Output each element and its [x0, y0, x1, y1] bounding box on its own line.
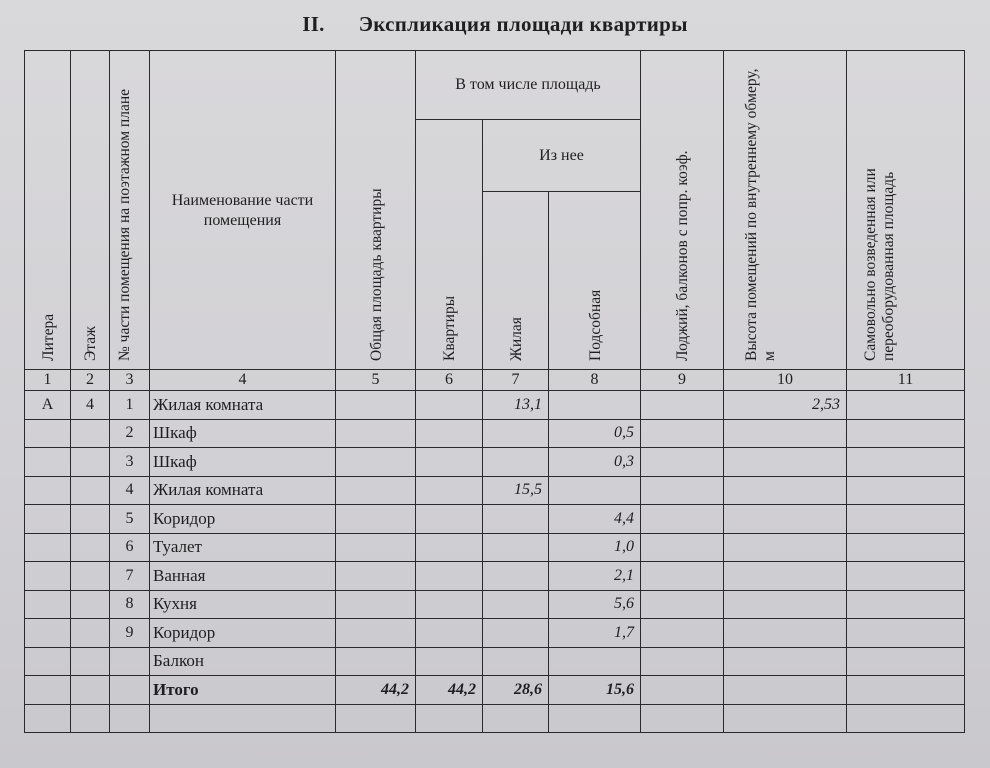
cell-etazh: [71, 562, 110, 591]
column-number: 4: [150, 370, 336, 391]
cell-name: Жилая комната: [150, 391, 336, 420]
cell-name: Шкаф: [150, 419, 336, 448]
cell-c8: 0,5: [549, 419, 641, 448]
cell-c10: [724, 419, 847, 448]
header-loggia: Лоджий, балконов с попр. коэф.: [641, 51, 724, 370]
cell-c6: [416, 419, 483, 448]
cell-num: 8: [110, 590, 150, 619]
cell-c7: [483, 505, 549, 534]
cell-name: Балкон: [150, 647, 336, 676]
cell-c8: 5,6: [549, 590, 641, 619]
cell-c6: [416, 647, 483, 676]
cell-c10: [724, 476, 847, 505]
empty-cell: [110, 704, 150, 733]
column-number: 3: [110, 370, 150, 391]
cell-c8: 1,0: [549, 533, 641, 562]
cell-name: Туалет: [150, 533, 336, 562]
column-number: 11: [847, 370, 965, 391]
cell-c7: 15,5: [483, 476, 549, 505]
header-living: Жилая: [483, 192, 549, 370]
cell-c7: [483, 562, 549, 591]
cell-name: Коридор: [150, 505, 336, 534]
empty-cell: [336, 704, 416, 733]
header-total-area: Общая площадь квартиры: [336, 51, 416, 370]
cell-c8: 2,1: [549, 562, 641, 591]
cell-c10: [724, 619, 847, 648]
column-number: 2: [71, 370, 110, 391]
cell-c7: [483, 448, 549, 477]
cell-c8: [549, 391, 641, 420]
cell-c5: [336, 562, 416, 591]
cell-c10: [724, 590, 847, 619]
cell-litera: [25, 590, 71, 619]
column-number: 5: [336, 370, 416, 391]
cell-c5: [336, 391, 416, 420]
cell-name: Ванная: [150, 562, 336, 591]
cell-c11: [847, 533, 965, 562]
cell-c11: [847, 619, 965, 648]
header-unauthorized: Самовольно возведенная или переоборудованная площадь: [847, 51, 965, 370]
cell-c8: 4,4: [549, 505, 641, 534]
cell-c6: [416, 448, 483, 477]
cell-c6: [416, 476, 483, 505]
column-number: 9: [641, 370, 724, 391]
cell-c8: [549, 647, 641, 676]
column-number: 8: [549, 370, 641, 391]
cell-num: 3: [110, 448, 150, 477]
cell-num: 6: [110, 533, 150, 562]
column-number: 10: [724, 370, 847, 391]
cell-c8: 0,3: [549, 448, 641, 477]
cell-c11: [847, 647, 965, 676]
header-height: Высота помещений по внутреннему обмеру, м: [724, 51, 847, 370]
header-litera: Литера: [25, 51, 71, 370]
cell-c5: [336, 619, 416, 648]
header-of-which: Из нее: [483, 120, 641, 192]
total-c7: 28,6: [483, 676, 549, 705]
cell-etazh: [71, 590, 110, 619]
cell-c11: [847, 562, 965, 591]
cell-litera: [25, 619, 71, 648]
cell-num: [110, 647, 150, 676]
cell-c9: [641, 533, 724, 562]
table-row: [25, 619, 965, 648]
cell-c5: [336, 448, 416, 477]
empty-cell: [641, 676, 724, 705]
cell-etazh: 4: [71, 391, 110, 420]
cell-c10: [724, 448, 847, 477]
cell-c9: [641, 647, 724, 676]
cell-num: 1: [110, 391, 150, 420]
cell-c5: [336, 533, 416, 562]
header-apartment: Квартиры: [416, 120, 483, 370]
cell-c5: [336, 590, 416, 619]
cell-litera: [25, 562, 71, 591]
header-num-part: № части помещения на поэтажном плане: [110, 51, 150, 370]
page-title: [0, 12, 990, 37]
cell-c5: [336, 647, 416, 676]
cell-c9: [641, 476, 724, 505]
empty-cell: [150, 704, 336, 733]
cell-c9: [641, 562, 724, 591]
explication-table: [24, 50, 965, 733]
cell-c7: [483, 619, 549, 648]
cell-c7: [483, 419, 549, 448]
cell-c11: [847, 391, 965, 420]
cell-name: Шкаф: [150, 448, 336, 477]
empty-cell: [724, 704, 847, 733]
table-row: [25, 562, 965, 591]
column-number: 7: [483, 370, 549, 391]
cell-name: Жилая комната: [150, 476, 336, 505]
empty-cell: [25, 704, 71, 733]
cell-litera: [25, 419, 71, 448]
cell-name: Коридор: [150, 619, 336, 648]
empty-row: [25, 704, 965, 733]
table-row: [25, 533, 965, 562]
header-name: Наименование части помещения: [150, 51, 336, 370]
table-row: [25, 419, 965, 448]
cell-num: 2: [110, 419, 150, 448]
cell-c9: [641, 590, 724, 619]
cell-c11: [847, 419, 965, 448]
empty-cell: [847, 704, 965, 733]
cell-litera: [25, 647, 71, 676]
cell-c5: [336, 476, 416, 505]
cell-c6: [416, 590, 483, 619]
cell-litera: [25, 505, 71, 534]
cell-c10: [724, 562, 847, 591]
header-auxiliary: Подсобная: [549, 192, 641, 370]
empty-cell: [110, 676, 150, 705]
cell-c9: [641, 619, 724, 648]
total-c8: 15,6: [549, 676, 641, 705]
section-number: II.: [302, 12, 325, 36]
cell-etazh: [71, 419, 110, 448]
cell-c10: [724, 505, 847, 534]
cell-c9: [641, 419, 724, 448]
table-row: [25, 505, 965, 534]
cell-c11: [847, 476, 965, 505]
empty-cell: [483, 704, 549, 733]
cell-etazh: [71, 619, 110, 648]
empty-cell: [25, 676, 71, 705]
cell-etazh: [71, 647, 110, 676]
column-number: 1: [25, 370, 71, 391]
empty-cell: [724, 676, 847, 705]
table-row: [25, 391, 965, 420]
cell-num: 7: [110, 562, 150, 591]
cell-c9: [641, 448, 724, 477]
total-name: Итого: [150, 676, 336, 705]
cell-etazh: [71, 505, 110, 534]
cell-c11: [847, 448, 965, 477]
cell-c6: [416, 505, 483, 534]
empty-cell: [549, 704, 641, 733]
cell-name: Кухня: [150, 590, 336, 619]
cell-litera: [25, 448, 71, 477]
header-etazh: Этаж: [71, 51, 110, 370]
cell-num: 4: [110, 476, 150, 505]
section-title: Экспликация площади квартиры: [358, 12, 688, 36]
total-c5: 44,2: [336, 676, 416, 705]
cell-c10: [724, 647, 847, 676]
table-row: [25, 448, 965, 477]
cell-c8: 1,7: [549, 619, 641, 648]
cell-c5: [336, 505, 416, 534]
cell-c9: [641, 391, 724, 420]
cell-c11: [847, 505, 965, 534]
cell-c9: [641, 505, 724, 534]
cell-c6: [416, 619, 483, 648]
header-incl-area: В том числе площадь: [416, 51, 641, 120]
cell-litera: [25, 533, 71, 562]
column-number: 6: [416, 370, 483, 391]
cell-c7: [483, 590, 549, 619]
cell-c6: [416, 533, 483, 562]
cell-etazh: [71, 476, 110, 505]
total-c6: 44,2: [416, 676, 483, 705]
cell-c6: [416, 562, 483, 591]
cell-num: 5: [110, 505, 150, 534]
cell-num: 9: [110, 619, 150, 648]
cell-etazh: [71, 448, 110, 477]
cell-litera: [25, 476, 71, 505]
empty-cell: [71, 676, 110, 705]
cell-c5: [336, 419, 416, 448]
cell-litera: А: [25, 391, 71, 420]
total-row: [25, 676, 965, 705]
cell-c7: [483, 533, 549, 562]
empty-cell: [641, 704, 724, 733]
empty-cell: [71, 704, 110, 733]
cell-c7: 13,1: [483, 391, 549, 420]
cell-c10: 2,53: [724, 391, 847, 420]
cell-c7: [483, 647, 549, 676]
cell-c11: [847, 590, 965, 619]
cell-c6: [416, 391, 483, 420]
cell-c10: [724, 533, 847, 562]
cell-c8: [549, 476, 641, 505]
table-row: [25, 647, 965, 676]
empty-cell: [416, 704, 483, 733]
cell-etazh: [71, 533, 110, 562]
table-row: [25, 476, 965, 505]
table-row: [25, 590, 965, 619]
empty-cell: [847, 676, 965, 705]
column-number-row: [25, 370, 965, 391]
